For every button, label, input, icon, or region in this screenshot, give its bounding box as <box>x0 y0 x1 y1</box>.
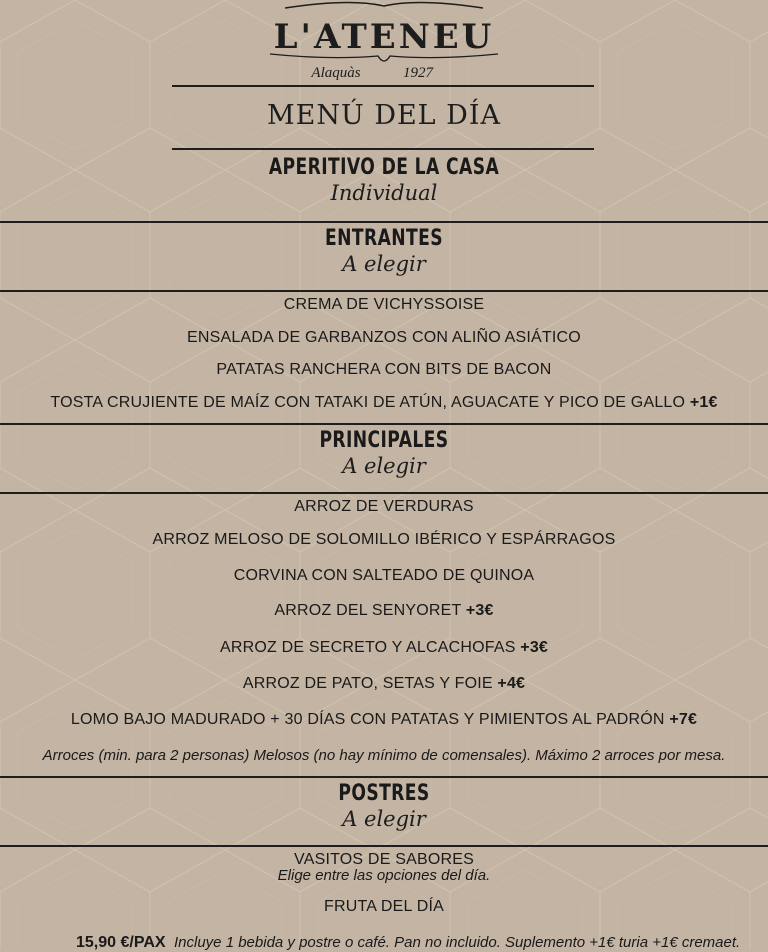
footer <box>76 934 740 952</box>
divider <box>0 492 768 494</box>
section-entrantes <box>0 226 768 276</box>
menu-title: MENÚ DEL DÍA <box>267 100 501 131</box>
section-subtitle: A elegir <box>342 252 426 276</box>
menu-item: TOSTA CRUJIENTE DE MAÍZ CON TATAKI DE ATÚN, AGUACATE Y PICO DE GALLO +1€ <box>50 394 718 411</box>
section-aperitivo <box>0 155 768 205</box>
menu-item: CORVINA CON SALTEADO DE QUINOA <box>233 567 535 584</box>
supplement-badge: +4€ <box>497 675 526 692</box>
menu-item: LOMO BAJO MADURADO + 30 DÍAS CON PATATAS Y PIMIENTOS AL PADRÓN +7€ <box>70 711 698 728</box>
logo-name: L'ATENEU <box>273 17 495 57</box>
menu-item: ARROZ DE VERDURAS <box>294 498 474 515</box>
conditions-text: Incluye 1 bebida y postre o café. Pan no incluido. Suplemento +1€ turia +1€ cremaet. <box>174 934 741 951</box>
supplement-badge: +1€ <box>689 394 718 411</box>
divider <box>0 221 768 223</box>
divider <box>0 776 768 778</box>
section-subtitle: Individual <box>330 181 438 205</box>
section-subtitle: A elegir <box>342 454 426 478</box>
section-subtitle: A elegir <box>342 807 426 831</box>
divider <box>0 290 768 292</box>
menu-item: VASITOS DE SABORES <box>294 851 474 868</box>
divider <box>172 85 594 87</box>
menu-item-detail: Elige entre las opciones del día. <box>277 867 491 884</box>
price-label: 15,90 €/PAX <box>76 934 166 951</box>
section-title: POSTRES <box>338 781 430 806</box>
menu-item: ARROZ DEL SENYORET +3€ <box>274 602 494 619</box>
supplement-badge: +7€ <box>669 711 698 728</box>
section-title: APERITIVO DE LA CASA <box>268 155 500 180</box>
rice-note: Arroces (min. para 2 personas) Melosos (no hay mínimo de comensales). Máximo 2 arroces por mesa. <box>42 747 726 764</box>
section-principales <box>0 428 768 478</box>
restaurant-logo <box>230 0 538 84</box>
logo-year: 1927 <box>403 65 433 81</box>
divider <box>0 423 768 425</box>
divider <box>172 148 594 150</box>
supplement-badge: +3€ <box>465 602 494 619</box>
menu-item: ARROZ MELOSO DE SOLOMILLO IBÉRICO Y ESPÁRRAGOS <box>152 531 616 548</box>
menu-item: ARROZ DE SECRETO Y ALCACHOFAS +3€ <box>219 639 549 656</box>
menu-item: FRUTA DEL DÍA <box>324 898 444 915</box>
logo-place: Alaquàs <box>311 65 361 81</box>
menu-item: ENSALADA DE GARBANZOS CON ALIÑO ASIÁTICO <box>187 329 581 346</box>
section-title: ENTRANTES <box>325 226 443 251</box>
divider <box>0 845 768 847</box>
section-postres <box>0 781 768 831</box>
menu-item: CREMA DE VICHYSSOISE <box>283 296 485 313</box>
section-title: PRINCIPALES <box>319 428 449 453</box>
menu-item: PATATAS RANCHERA CON BITS DE BACON <box>216 361 552 378</box>
menu-item: ARROZ DE PATO, SETAS Y FOIE +4€ <box>242 675 526 692</box>
supplement-badge: +3€ <box>520 639 549 656</box>
